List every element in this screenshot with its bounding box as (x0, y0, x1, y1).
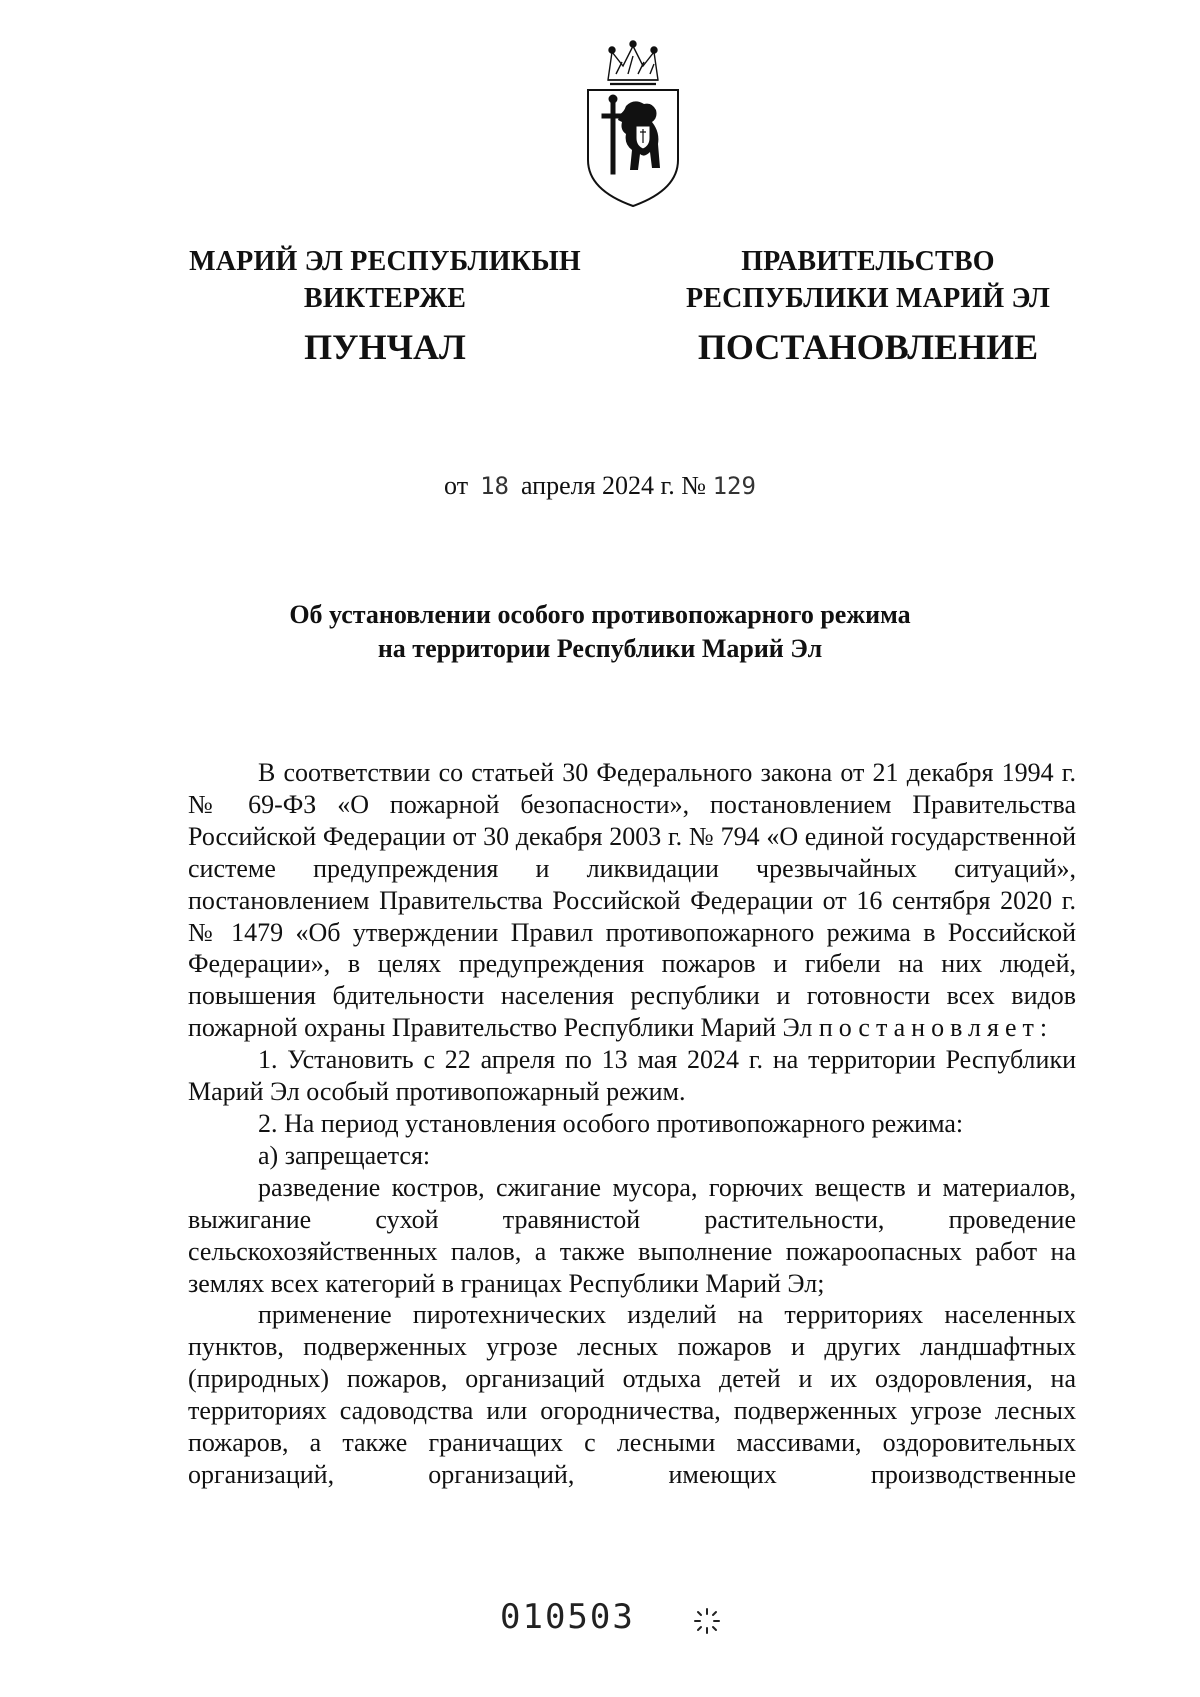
preamble-action: постановляет: (818, 1013, 1054, 1043)
paragraph-item-1: 1. Установить с 22 апреля по 13 мая 2024 г. на территории Республики Марий Эл особый противопожарный режим. (188, 1045, 1076, 1107)
document-title (150, 598, 1050, 666)
paragraph-item-2: 2. На период установления особого противопожарного режима: (258, 1108, 964, 1138)
header-left-line2: ВИКТЕРЖЕ (303, 283, 467, 314)
document-body (188, 757, 1076, 1491)
preamble-text: В соответствии со статьей 30 Федерального закона от 21 декабря 1994 г. № 69-ФЗ «О пожарной безопасности», постановлением Правительства Российской Федерации от 30 декабря 2003 г. № 794 «О единой государственной системе предупреждения и ликвидации чрезвычайных ситуаций», постановлением Правительства Российской Федерации от 16 сентября 2020 г. № 1479 «Об утверждении Правил противопожарного режима в Российской Федерации», в целях предупреждения пожаров и гибели на них людей, повышения бдительности населения республики и готовности всех видов пожарной охраны Правительство Республики Марий Эл (188, 758, 1076, 1043)
date-month-year: апреля 2024 г. № (520, 471, 707, 500)
paragraph-prohibition-pyrotechnics: применение пиротехнических изделий на территориях населенных пунктов, подверженных угрозе лесных пожаров и других ландшафтных (природных) пожаров, организаций отдыха детей и их оздоровления, на территориях садоводства или огородничества, подверженных угрозе лесных пожаров, а также граничащих с лесными массивами, оздоровительных организаций, организаций, имеющих производственные (188, 1300, 1076, 1489)
paragraph-preamble (188, 757, 1076, 1044)
date-prefix: от (444, 471, 469, 500)
paragraph-prohibition-fires: разведение костров, сжигание мусора, горючих веществ и материалов, выжигание сухой травянистой растительности, проведение сельскохозяйственных палов, а также выполнение пожароопасных работ на землях всех категорий в границах Республики Марий Эл; (188, 1172, 1076, 1298)
header-right-line2: РЕСПУБЛИКИ МАРИЙ ЭЛ (685, 283, 1051, 314)
title-line1: Об установлении особого противопожарного режима (289, 600, 911, 629)
document-number: 129 (712, 472, 756, 500)
header-left-doc-type: ПУНЧАЛ (304, 327, 466, 367)
header-left-line1: МАРИЙ ЭЛ РЕСПУБЛИКЫН (189, 246, 581, 277)
header-right-line1: ПРАВИТЕЛЬСТВО (741, 246, 995, 277)
header-right-column (648, 243, 1088, 369)
paragraph-item-2a: а) запрещается: (258, 1140, 431, 1170)
form-serial-number: 010503 (500, 1597, 635, 1637)
coat-of-arms-emblem (578, 40, 688, 208)
header-left-column (150, 243, 620, 369)
header-right-doc-type: ПОСТАНОВЛЕНИЕ (697, 327, 1039, 367)
date-line (0, 470, 1200, 502)
asterisk-mark-icon (692, 1606, 722, 1636)
date-day: 18 (480, 472, 509, 500)
title-line2: на территории Республики Марий Эл (377, 634, 823, 663)
